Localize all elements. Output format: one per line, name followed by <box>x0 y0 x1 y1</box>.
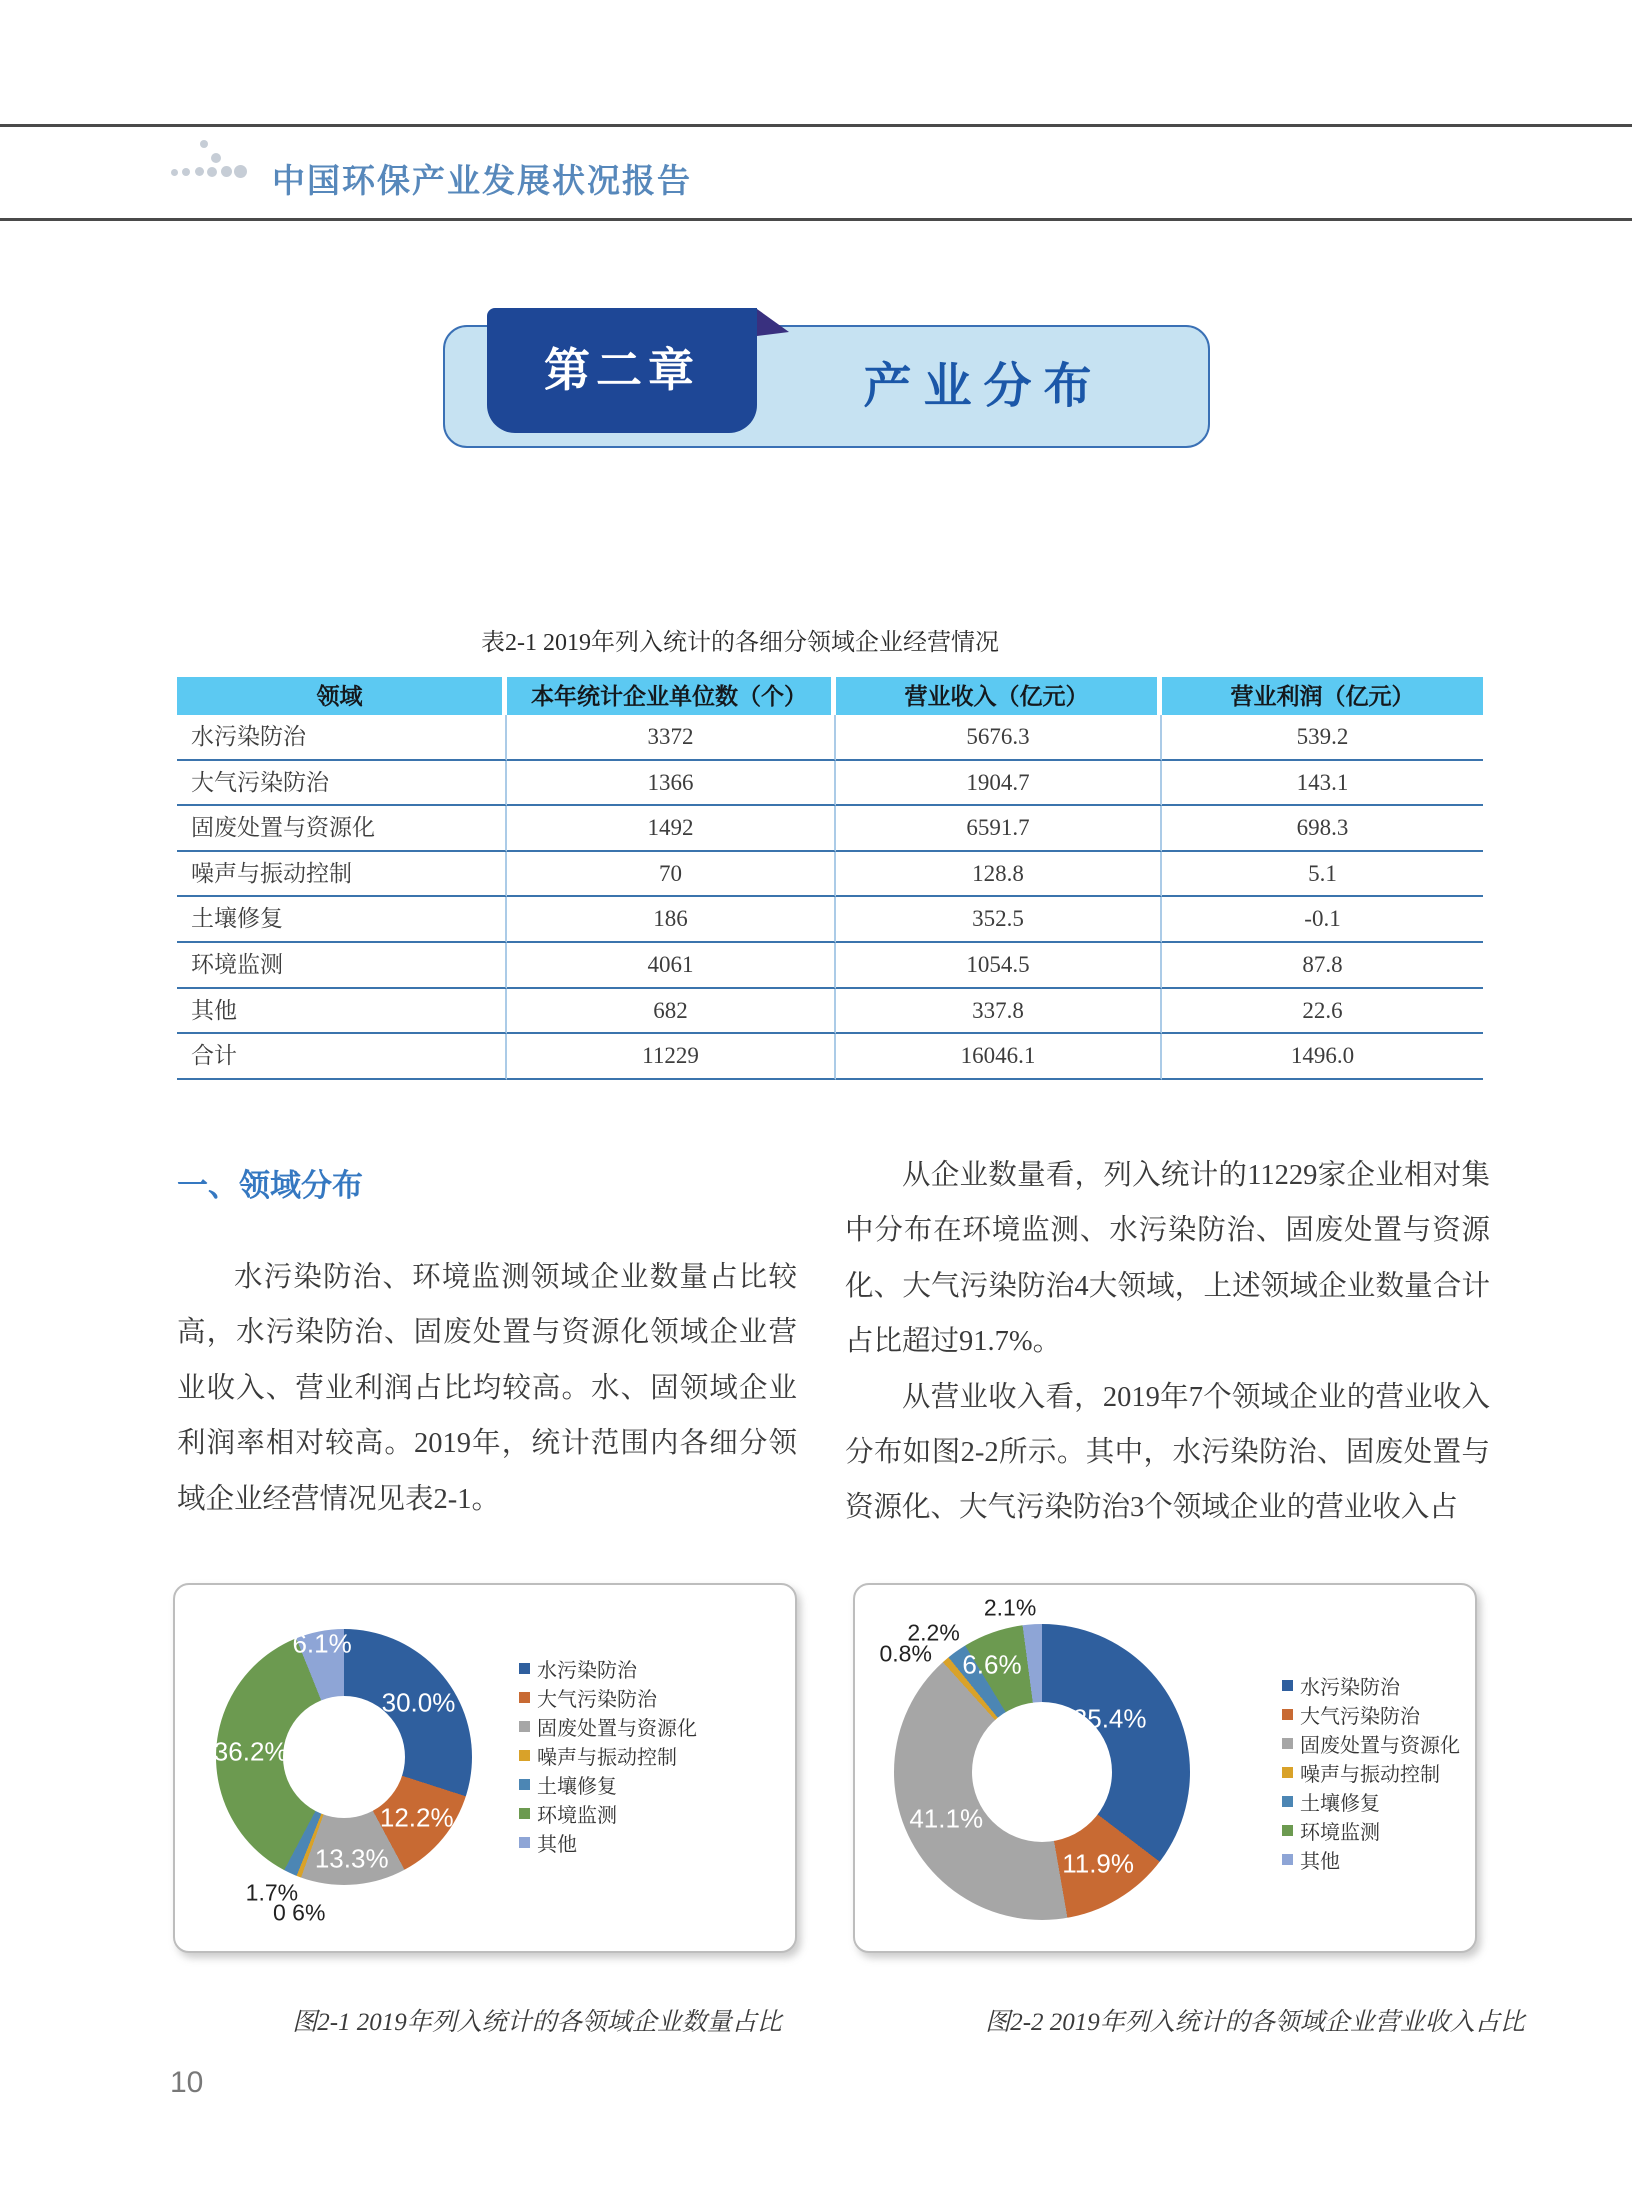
legend-item <box>519 1770 697 1799</box>
logo-dot-icon <box>234 165 247 178</box>
figure-caption: 图2-2 2019年列入统计的各领域企业营业收入占比 <box>985 2009 1525 2036</box>
slice-data-label: 1.7% <box>245 1879 299 1906</box>
table-cell-value: 1496.0 <box>1162 1034 1483 1080</box>
slice-data-label: 2.2% <box>907 1619 960 1646</box>
logo-dot-icon <box>200 140 208 148</box>
logo-dot-icon <box>195 167 204 176</box>
legend-item <box>1282 1787 1460 1816</box>
legend-item <box>1282 1700 1460 1729</box>
logo-dot-icon <box>171 169 178 176</box>
paragraph: 从企业数量看，列入统计的11229家企业相对集中分布在环境监测、水污染防治、固废处置与资源化、大气污染防治4大领域，上述领域企业数量合计占比超过91.7%。 <box>845 1160 1490 1358</box>
legend-label: 土壤修复 <box>537 1776 617 1798</box>
table-cell-value: 698.3 <box>1162 806 1483 852</box>
legend-swatch-icon <box>1282 1767 1293 1778</box>
chart-card-revenue-share <box>853 1583 1477 1953</box>
legend-item <box>1282 1758 1460 1787</box>
legend-item <box>1282 1729 1460 1758</box>
header-top-rule <box>0 124 1632 127</box>
legend-swatch-icon <box>1282 1709 1293 1720</box>
table-cell-value: 682 <box>507 989 836 1035</box>
figure-caption: 图2-1 2019年列入统计的各领域企业数量占比 <box>292 2009 782 2036</box>
legend-label: 其他 <box>1300 1851 1340 1873</box>
legend-label: 其他 <box>537 1834 577 1856</box>
slice-data-label: 11.9% <box>1062 1848 1135 1879</box>
legend-label: 噪声与振动控制 <box>537 1747 677 1769</box>
table-cell-value: 87.8 <box>1162 943 1483 989</box>
table-cell-value: 5.1 <box>1162 852 1483 898</box>
legend-label: 土壤修复 <box>1300 1793 1380 1815</box>
table-cell-value: 16046.1 <box>836 1034 1162 1080</box>
table-row-label: 土壤修复 <box>177 897 507 943</box>
page-number: 10 <box>170 2066 204 2099</box>
table-cell-value: 70 <box>507 852 836 898</box>
table-cell-value: 3372 <box>507 715 836 761</box>
legend-label: 水污染防治 <box>537 1660 637 1682</box>
legend-item <box>519 1741 697 1770</box>
slice-data-label: 12.2% <box>379 1802 454 1833</box>
statistics-table <box>177 677 1483 1080</box>
table-cell-value: 186 <box>507 897 836 943</box>
logo-dot-icon <box>211 153 221 163</box>
header-bottom-rule <box>0 218 1632 221</box>
legend-swatch-icon <box>1282 1738 1293 1749</box>
paragraph: 水污染防治、环境监测领域企业数量占比较高，水污染防治、固废处置与资源化领域企业营业收入、营业利润占比均较高。水、固领域企业利润率相对较高。2019年，统计范围内各细分领域企业经营情况见表2-1。 <box>177 1262 797 1515</box>
section-heading: 一、领域分布 <box>177 1168 363 1203</box>
legend-label: 大气污染防治 <box>537 1689 657 1711</box>
legend-swatch-icon <box>519 1692 530 1703</box>
table-row-label: 噪声与振动控制 <box>177 852 507 898</box>
table-cell-value: 1054.5 <box>836 943 1162 989</box>
right-text-column <box>845 1148 1490 1536</box>
legend-swatch-icon <box>519 1750 530 1761</box>
slice-data-label: 41.1% <box>909 1803 984 1834</box>
table-row-label: 合计 <box>177 1034 507 1080</box>
slice-data-label: 6.1% <box>292 1628 352 1659</box>
legend-swatch-icon <box>1282 1680 1293 1691</box>
legend-item <box>519 1828 697 1857</box>
legend-label: 大气污染防治 <box>1300 1706 1420 1728</box>
slice-data-label: 6.6% <box>962 1649 1022 1680</box>
table-cell-value: 11229 <box>507 1034 836 1080</box>
table-row-label: 其他 <box>177 989 507 1035</box>
table-cell-value: 1492 <box>507 806 836 852</box>
table-cell-value: 337.8 <box>836 989 1162 1035</box>
logo-dot-icon <box>207 167 217 177</box>
legend-item <box>1282 1816 1460 1845</box>
table-column-header: 本年统计企业单位数（个） <box>507 677 836 715</box>
legend-item <box>519 1799 697 1828</box>
legend-label: 噪声与振动控制 <box>1300 1764 1440 1786</box>
slice-data-label: 36.2% <box>213 1736 288 1767</box>
legend-label: 固废处置与资源化 <box>1300 1735 1460 1757</box>
table-column-header: 营业收入（亿元） <box>836 677 1162 715</box>
legend-label: 固废处置与资源化 <box>537 1718 697 1740</box>
slice-data-label: 30.0% <box>381 1687 456 1718</box>
legend-swatch-icon <box>519 1721 530 1732</box>
table-cell-value: 352.5 <box>836 897 1162 943</box>
slice-data-label: 13.3% <box>314 1843 389 1874</box>
table-row-label: 水污染防治 <box>177 715 507 761</box>
legend-swatch-icon <box>519 1808 530 1819</box>
logo-dot-icon <box>221 166 232 177</box>
legend-swatch-icon <box>519 1837 530 1848</box>
legend-label: 环境监测 <box>537 1805 617 1827</box>
table-cell-value: 128.8 <box>836 852 1162 898</box>
table-cell-value: 6591.7 <box>836 806 1162 852</box>
report-header-title: 中国环保产业发展状况报告 <box>272 162 692 199</box>
legend-item <box>1282 1671 1460 1700</box>
slice-data-label: 35.4% <box>1072 1703 1147 1734</box>
table-row-label: 固废处置与资源化 <box>177 806 507 852</box>
table-cell-value: 539.2 <box>1162 715 1483 761</box>
table-cell-value: 4061 <box>507 943 836 989</box>
legend-swatch-icon <box>1282 1854 1293 1865</box>
chart-legend <box>519 1654 697 1857</box>
table-column-header: 领域 <box>177 677 507 715</box>
paragraph: 从营业收入看，2019年7个领域企业的营业收入分布如图2-2所示。其中，水污染防治、固废处置与资源化、大气污染防治3个领域企业的营业收入占 <box>845 1381 1490 1524</box>
legend-swatch-icon <box>519 1779 530 1790</box>
table-cell-value: 143.1 <box>1162 761 1483 807</box>
legend-swatch-icon <box>519 1663 530 1674</box>
legend-swatch-icon <box>1282 1796 1293 1807</box>
legend-label: 环境监测 <box>1300 1822 1380 1844</box>
table-cell-value: 1904.7 <box>836 761 1162 807</box>
table-caption: 表2-1 2019年列入统计的各细分领域企业经营情况 <box>481 630 999 656</box>
legend-item <box>519 1654 697 1683</box>
slice-data-label: 0 6% <box>272 1899 326 1926</box>
legend-item <box>1282 1845 1460 1874</box>
chapter-number-badge: 第二章 <box>487 308 757 433</box>
table-cell-value: -0.1 <box>1162 897 1483 943</box>
left-text-column <box>177 1250 797 1527</box>
legend-item <box>519 1712 697 1741</box>
table-column-header: 营业利润（亿元） <box>1162 677 1483 715</box>
table-row-label: 环境监测 <box>177 943 507 989</box>
chart-legend <box>1282 1671 1460 1874</box>
table-cell-value: 22.6 <box>1162 989 1483 1035</box>
legend-swatch-icon <box>1282 1825 1293 1836</box>
slice-data-label: 2.1% <box>983 1594 1037 1621</box>
slice-data-label: 0.8% <box>879 1640 932 1667</box>
chart-card-company-count <box>173 1583 797 1953</box>
table-cell-value: 5676.3 <box>836 715 1162 761</box>
chapter-title: 产业分布 <box>863 360 1104 413</box>
dots-logo-icon <box>166 136 266 188</box>
table-row-label: 大气污染防治 <box>177 761 507 807</box>
legend-label: 水污染防治 <box>1300 1677 1400 1699</box>
logo-dot-icon <box>182 168 190 176</box>
legend-item <box>519 1683 697 1712</box>
table-cell-value: 1366 <box>507 761 836 807</box>
